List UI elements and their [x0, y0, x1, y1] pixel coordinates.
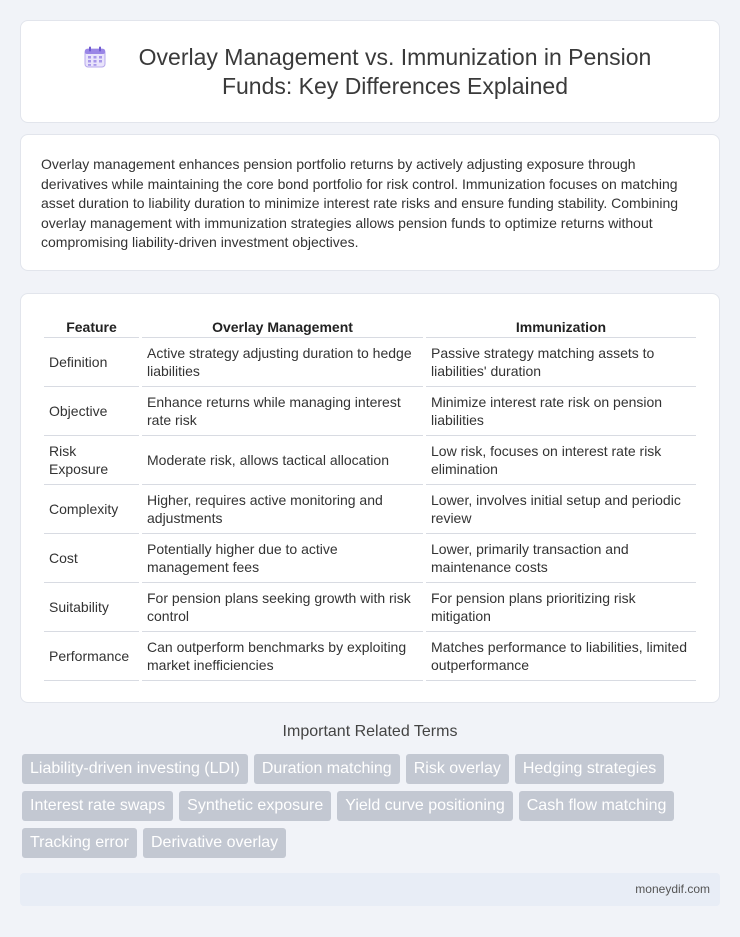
feature-cell: Definition — [44, 338, 139, 387]
related-term-tag[interactable]: Liability-driven investing (LDI) — [22, 754, 248, 784]
immunization-cell: Low risk, focuses on interest rate risk elimination — [426, 436, 696, 485]
feature-cell: Objective — [44, 387, 139, 436]
footer-site[interactable]: moneydif.com — [635, 882, 710, 896]
table-row — [44, 485, 696, 534]
overlay-cell: Can outperform benchmarks by exploiting market inefficiencies — [142, 632, 423, 681]
header-immunization: Immunization — [426, 316, 696, 338]
feature-cell: Suitability — [44, 583, 139, 632]
table-header-row — [44, 316, 696, 338]
header-feature: Feature — [44, 316, 139, 338]
header-overlay: Overlay Management — [142, 316, 423, 338]
immunization-cell: Minimize interest rate risk on pension liabilities — [426, 387, 696, 436]
related-terms-list — [22, 754, 712, 858]
related-term-tag[interactable]: Derivative overlay — [143, 828, 286, 858]
overlay-cell: Enhance returns while managing interest rate risk — [142, 387, 423, 436]
comparison-table — [41, 316, 699, 681]
overlay-cell: For pension plans seeking growth with risk control — [142, 583, 423, 632]
overlay-cell: Higher, requires active monitoring and adjustments — [142, 485, 423, 534]
related-term-tag[interactable]: Hedging strategies — [515, 754, 664, 784]
related-term-tag[interactable]: Risk overlay — [406, 754, 509, 784]
related-term-tag[interactable]: Interest rate swaps — [22, 791, 173, 821]
immunization-cell: Passive strategy matching assets to liabilities' duration — [426, 338, 696, 387]
related-term-tag[interactable]: Duration matching — [254, 754, 400, 784]
related-term-tag[interactable]: Tracking error — [22, 828, 137, 858]
table-row — [44, 534, 696, 583]
feature-cell: Performance — [44, 632, 139, 681]
overlay-cell: Active strategy adjusting duration to hedge liabilities — [142, 338, 423, 387]
immunization-cell: Lower, involves initial setup and periodic review — [426, 485, 696, 534]
intro-paragraph: Overlay management enhances pension portfolio returns by actively adjusting exposure through derivatives while maintaining the core bond portfolio for risk control. Immunization focuses on matching asset duration to liability duration to minimize interest rate risks and ensure funding stability. Combining overlay management with immunization strategies allows pension funds to optimize returns without compromising liability-driven investment objectives. — [41, 156, 679, 250]
feature-cell: Complexity — [44, 485, 139, 534]
overlay-cell: Moderate risk, allows tactical allocation — [142, 436, 423, 485]
immunization-cell: For pension plans prioritizing risk mitigation — [426, 583, 696, 632]
table-row — [44, 436, 696, 485]
related-term-tag[interactable]: Cash flow matching — [519, 791, 675, 821]
page-title: Overlay Management vs. Immunization in Pension Funds: Key Differences Explained — [138, 44, 652, 99]
immunization-cell: Matches performance to liabilities, limited outperformance — [426, 632, 696, 681]
feature-cell: Cost — [44, 534, 139, 583]
table-row — [44, 338, 696, 387]
overlay-cell: Potentially higher due to active management fees — [142, 534, 423, 583]
title-card — [20, 20, 720, 123]
intro-card — [20, 134, 720, 271]
feature-cell: Risk Exposure — [44, 436, 139, 485]
related-term-tag[interactable]: Synthetic exposure — [179, 791, 331, 821]
table-row — [44, 583, 696, 632]
table-row — [44, 632, 696, 681]
related-terms-heading: Important Related Terms — [282, 723, 458, 740]
related-term-tag[interactable]: Yield curve positioning — [337, 791, 513, 821]
table-row — [44, 387, 696, 436]
immunization-cell: Lower, primarily transaction and maintenance costs — [426, 534, 696, 583]
comparison-card — [20, 293, 720, 703]
footer — [20, 873, 720, 906]
